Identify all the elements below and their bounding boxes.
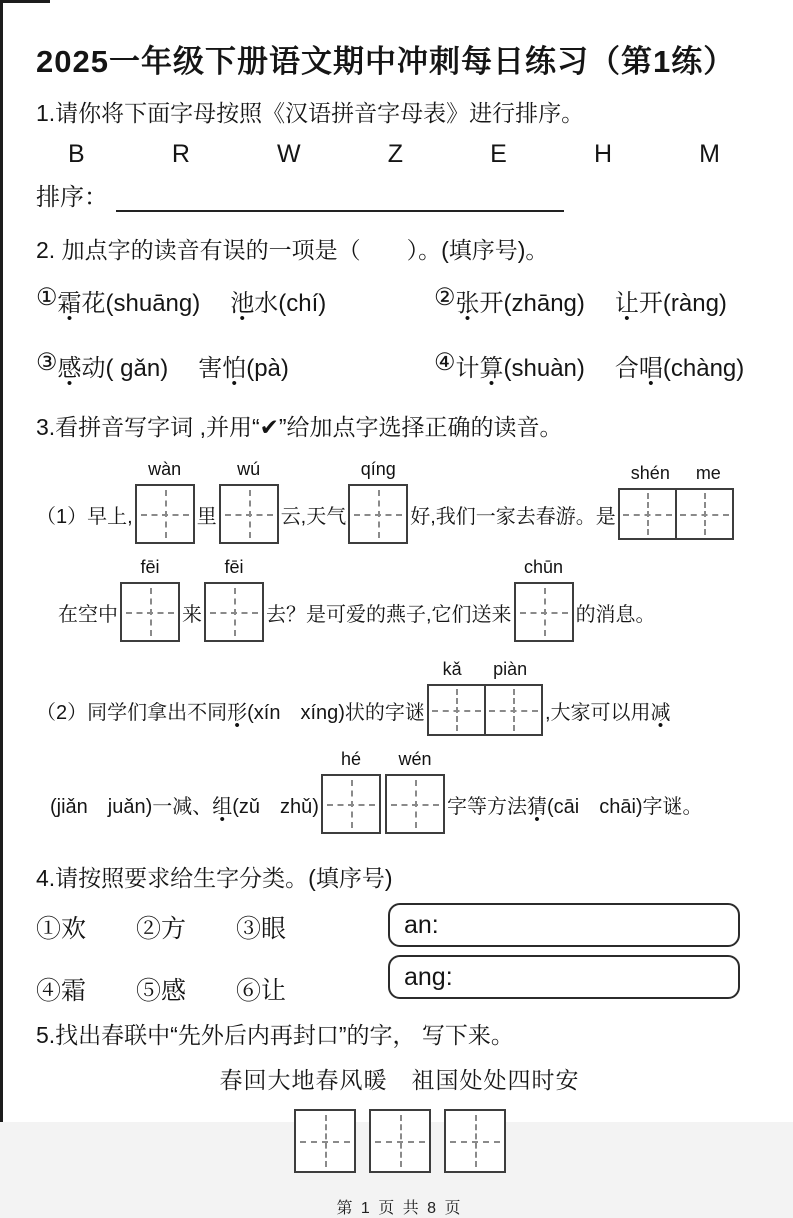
sentence-text: ,大家可以用 xyxy=(544,701,651,724)
sentence-text: 字等方法 xyxy=(446,795,527,818)
question-4 xyxy=(36,860,763,1007)
word-text: 开 xyxy=(479,290,504,317)
word-text: 花 xyxy=(81,290,106,317)
dotted-char: 感 xyxy=(57,355,82,382)
word-text: 动 xyxy=(81,355,106,382)
sentence-text: 里 xyxy=(196,505,217,528)
character-cell[interactable] xyxy=(135,484,195,544)
pinyin-text: (pà) xyxy=(246,355,289,382)
pinyin-label: hé xyxy=(340,749,361,769)
pinyin-text: (chí) xyxy=(278,290,327,317)
q4-prompt: 4.请按照要求给生字分类。(填序号) xyxy=(36,865,393,891)
option-number: ③ xyxy=(36,349,58,376)
character-cell[interactable] xyxy=(514,582,574,642)
sentence-text: 来 xyxy=(182,603,202,626)
q2-option-4 xyxy=(434,348,763,383)
sentence-text: 去？是可爱的燕子,它们送来 xyxy=(266,603,512,626)
dotted-char: 唱 xyxy=(638,355,663,382)
writing-box[interactable] xyxy=(385,749,445,834)
scan-edge-top xyxy=(0,0,50,3)
pinyin-label: piàn xyxy=(493,659,528,679)
q5-prompt: 5.找出春联中“先外后内再封口”的字， 写下来。 xyxy=(36,1022,514,1048)
option-number: ① xyxy=(36,284,58,311)
writing-box[interactable] xyxy=(514,557,574,642)
writing-box[interactable] xyxy=(219,459,279,544)
q2-prompt: 2. 加点字的读音有误的一项是（ ）。(填序号)。 xyxy=(36,237,549,263)
pinyin-label: chūn xyxy=(524,557,564,577)
sentence-text: (jiǎn juǎn)一减、 xyxy=(50,795,213,818)
writing-box[interactable] xyxy=(135,459,195,544)
letter-item: E xyxy=(490,140,507,168)
character-cell[interactable] xyxy=(385,774,445,834)
option-number: ② xyxy=(434,284,456,311)
writing-box[interactable] xyxy=(204,557,264,642)
q1-answer-label: 排序： xyxy=(36,184,108,211)
q4-answer-bins xyxy=(388,903,740,999)
sentence-text: (zǔ zhǔ) xyxy=(232,795,319,818)
dotted-char: 形 • xyxy=(227,696,247,725)
question-3 xyxy=(36,409,763,834)
character-cell[interactable] xyxy=(348,484,408,544)
letter-item: Z xyxy=(387,140,404,168)
dotted-char: 池 xyxy=(230,290,255,317)
bin-ang[interactable] xyxy=(388,955,740,999)
sentence-text: （2）同学们拿出不同 xyxy=(36,701,228,724)
pinyin-label: fēi xyxy=(224,557,244,577)
dotted-char: 怕 xyxy=(222,355,247,382)
q2-option-2 xyxy=(434,283,763,318)
bin-an[interactable] xyxy=(388,903,740,947)
q2-word xyxy=(615,348,744,383)
pinyin-text: (zhāng) xyxy=(503,290,585,317)
q3-sentence-4 xyxy=(36,749,763,834)
bin-label: ang: xyxy=(404,962,453,991)
writing-box[interactable] xyxy=(120,557,180,642)
character-cell[interactable] xyxy=(429,686,484,734)
q5-couplet: 春回大地春风暖 祖国处处四时安 xyxy=(219,1067,580,1093)
q2-word xyxy=(456,348,585,383)
q2-option-3 xyxy=(36,348,434,383)
word-text: 开 xyxy=(638,290,663,317)
char-item: ②方 xyxy=(136,915,187,943)
q2-option-1 xyxy=(36,283,434,318)
dotted-char: 让 xyxy=(614,290,639,317)
character-cell[interactable] xyxy=(369,1109,431,1173)
char-item: ⑥让 xyxy=(236,977,287,1005)
word-text: 害 xyxy=(198,355,223,382)
q2-word xyxy=(456,283,585,318)
letter-item: M xyxy=(699,140,720,168)
char-item: ⑤感 xyxy=(136,977,187,1005)
q2-word xyxy=(615,283,727,318)
pinyin-label: wú xyxy=(237,459,261,479)
word-text: 水 xyxy=(254,290,279,317)
pinyin-text: (shuàn) xyxy=(503,355,585,382)
character-cell[interactable] xyxy=(294,1109,356,1173)
q2-word xyxy=(230,283,326,318)
q1-prompt: 1.请你将下面字母按照《汉语拼音字母表》进行排序。 xyxy=(36,100,585,126)
letter-item: H xyxy=(593,140,613,168)
letter-item: W xyxy=(277,140,301,168)
character-cell[interactable] xyxy=(620,490,675,538)
q2-word xyxy=(198,348,289,383)
character-cell[interactable] xyxy=(120,582,180,642)
pinyin-text: (chàng) xyxy=(662,355,745,382)
word-text: 合 xyxy=(614,355,639,382)
pinyin-text: (ràng) xyxy=(662,290,727,317)
character-cell[interactable] xyxy=(675,490,732,538)
page-footer: 第 1 页 共 8 页 xyxy=(336,1200,463,1217)
sentence-text: 云,天气 xyxy=(280,505,347,528)
writing-box[interactable] xyxy=(321,749,381,834)
bin-label: an: xyxy=(404,910,439,939)
q2-options xyxy=(36,283,763,383)
question-1 xyxy=(36,95,763,212)
pinyin-label: shén xyxy=(630,463,670,483)
dotted-char: 张 xyxy=(455,290,480,317)
q3-sentence-1 xyxy=(36,459,763,544)
q4-character-list xyxy=(36,909,366,1007)
dotted-char: 算 xyxy=(479,355,504,382)
char-item: ③眼 xyxy=(236,915,287,943)
character-cell[interactable] xyxy=(444,1109,506,1173)
q3-sentence-3 xyxy=(36,659,763,736)
char-item: ④霜 xyxy=(36,977,87,1005)
pinyin-text: (shuāng) xyxy=(105,290,201,317)
word-text: 计 xyxy=(455,355,480,382)
writing-box-double[interactable] xyxy=(427,659,543,736)
character-cell[interactable] xyxy=(484,686,541,734)
q5-writing-boxes xyxy=(36,1109,763,1173)
pinyin-label-pair xyxy=(427,659,543,680)
pinyin-label: wàn xyxy=(148,459,182,479)
q1-letter-row xyxy=(68,140,720,169)
dotted-char: 霜 xyxy=(57,290,82,317)
letter-item: B xyxy=(68,140,85,168)
pinyin-label: me xyxy=(695,463,721,483)
double-cell[interactable] xyxy=(427,684,543,736)
question-5 xyxy=(36,1017,763,1173)
sentence-text: 在空中 xyxy=(58,603,118,626)
pinyin-text: ( gǎn) xyxy=(105,355,169,382)
writing-box-double[interactable] xyxy=(618,463,734,540)
char-item: ①欢 xyxy=(36,915,87,943)
dotted-char: 组 • xyxy=(212,790,232,819)
sentence-text: （1）早上, xyxy=(36,505,133,528)
dotted-char: 猜 • xyxy=(527,790,547,819)
sentence-text: 的消息。 xyxy=(575,603,656,626)
q3-sentence-2 xyxy=(36,557,763,642)
option-number: ④ xyxy=(434,349,456,376)
pinyin-label: wén xyxy=(398,749,432,769)
sentence-text: (cāi chāi)字谜。 xyxy=(546,795,703,818)
scan-edge-left xyxy=(0,0,3,1122)
character-cell[interactable] xyxy=(204,582,264,642)
page-title: 2025一年级下册语文期中冲刺每日练习（第1练） xyxy=(36,44,736,79)
q4-body xyxy=(36,903,763,1007)
sentence-text: (xín xíng)状的字谜 xyxy=(247,701,425,724)
dotted-char: 减 • xyxy=(651,696,671,725)
letter-item: R xyxy=(171,140,190,168)
sentence-text: 好,我们一家去春游。是 xyxy=(410,505,616,528)
pinyin-label: fēi xyxy=(140,557,160,577)
q2-word xyxy=(58,283,201,318)
question-2 xyxy=(36,232,763,383)
pinyin-label-pair xyxy=(618,463,734,484)
q1-answer-line[interactable] xyxy=(116,186,564,212)
writing-box[interactable] xyxy=(348,459,408,544)
q2-word xyxy=(58,348,169,383)
character-cell[interactable] xyxy=(321,774,381,834)
pinyin-label: kǎ xyxy=(442,659,462,679)
pinyin-label: qíng xyxy=(360,459,396,479)
character-cell[interactable] xyxy=(219,484,279,544)
q1-answer-row xyxy=(36,177,763,212)
double-cell[interactable] xyxy=(618,488,734,540)
q3-prompt: 3.看拼音写字词 ,并用“✔”给加点字选择正确的读音。 xyxy=(36,414,563,440)
